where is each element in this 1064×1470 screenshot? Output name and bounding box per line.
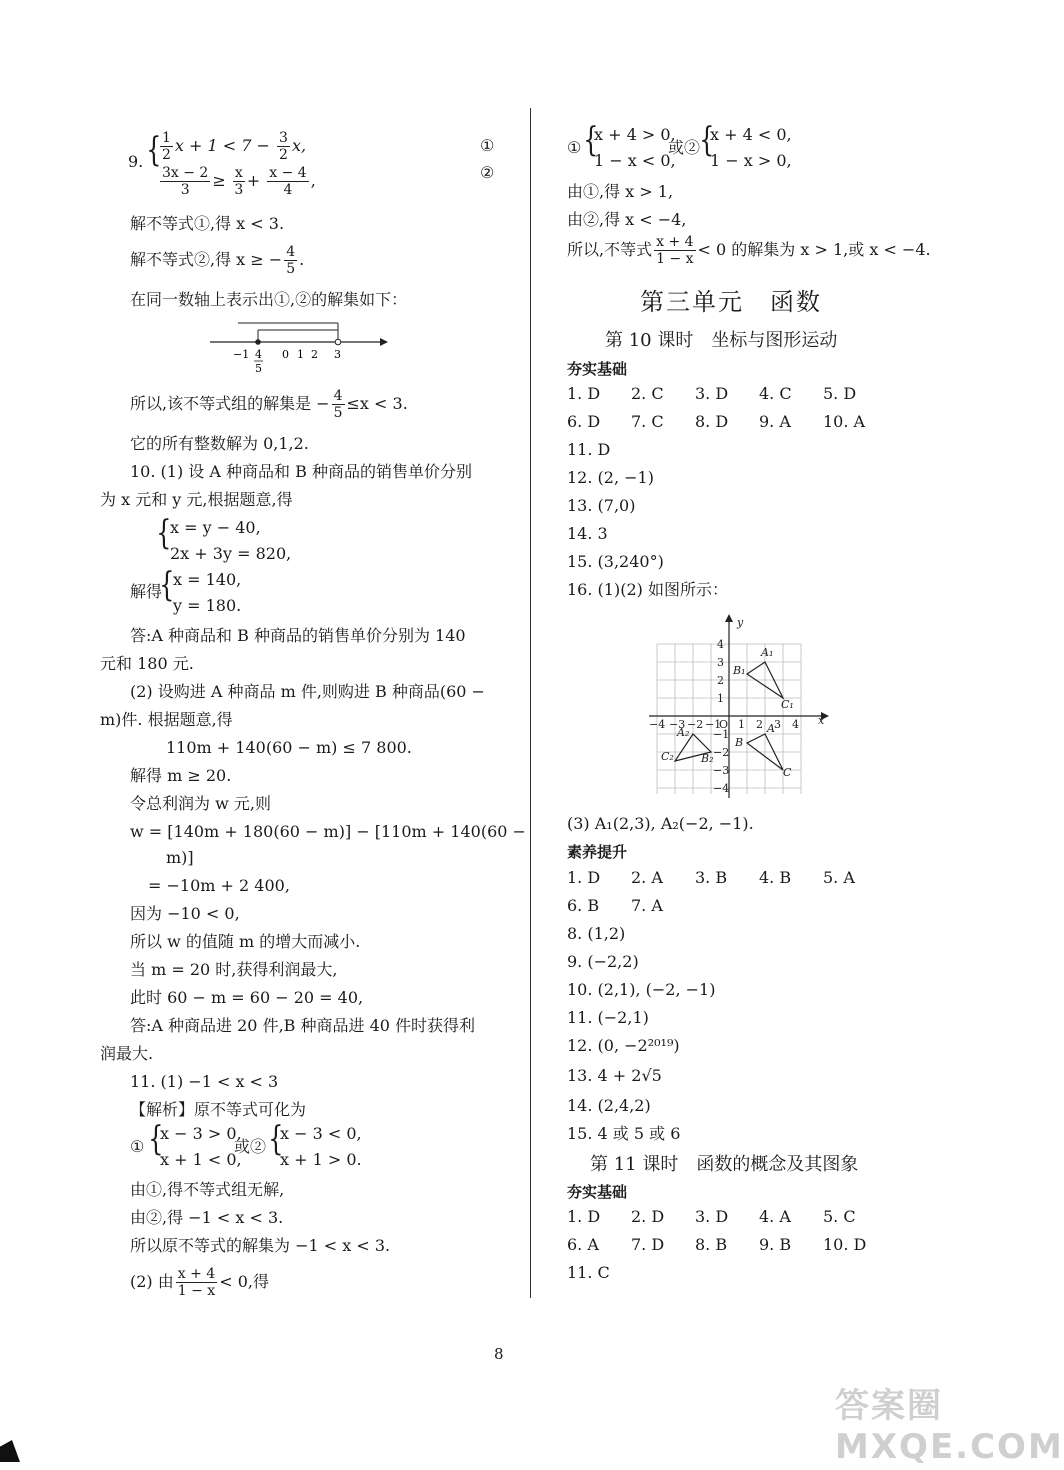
- q10-answer2a: 答:A 种商品进 20 件,B 种商品进 40 件时获得利: [130, 1016, 476, 1035]
- r-text2: 由②,得 x < −4,: [567, 210, 687, 229]
- basic2-row-1: 1. D 2. D 3. D 4. A 5. C: [567, 1207, 856, 1226]
- improve-answer-8: 8. (1,2): [567, 924, 626, 943]
- point-a-label: A: [767, 722, 775, 735]
- q11-case1b: x + 1 < 0,: [160, 1150, 242, 1169]
- r-text1: 由①,得 x > 1,: [567, 182, 674, 201]
- graph-x-tick-3: 3: [774, 718, 781, 731]
- graph-x-tick-m2: −2: [687, 718, 704, 731]
- q10-w8: 此时 60 − m = 60 − 20 = 40,: [130, 988, 364, 1007]
- section-improve-heading: 素养提升: [567, 843, 628, 861]
- r-brace2: {: [699, 120, 715, 160]
- graph-y-tick-4: 4: [717, 638, 724, 651]
- column-divider: [530, 108, 531, 1298]
- graph-x-tick-2: 2: [756, 718, 763, 731]
- q11-text5: 所以原不等式的解集为 −1 < x < 3.: [130, 1236, 391, 1255]
- q10-part2a: (2) 设购进 A 种商品 m 件,则购进 B 种商品(60 −: [130, 682, 485, 701]
- q10-w3: m)]: [166, 848, 194, 867]
- q9-step3: 在同一数轴上表示出①,②的解集如下：: [130, 290, 408, 309]
- basic-row-2: 6. D 7. C 8. D 9. A 10. A: [567, 412, 866, 431]
- q11-text6: (2) 由 $\frac{x + 4}{1 - x}$ < 0,得: [130, 1266, 269, 1299]
- q16-part3: (3) A₁(2,3), A₂(−2, −1).: [567, 814, 754, 833]
- graph-y-label: y: [737, 616, 744, 629]
- axis-tick-0: 0: [282, 348, 289, 361]
- point-a1-label: A₁: [761, 646, 774, 659]
- q9-step2: 解不等式②,得 x ≥ − $\frac{4}{5}$ .: [130, 244, 305, 277]
- q10-text2: 为 x 元和 y 元,根据题意,得: [100, 490, 293, 509]
- graph-y-tick-m3: −3: [713, 764, 730, 777]
- q10-answer1b: 元和 180 元.: [100, 654, 194, 673]
- q10-answer1a: 答:A 种商品和 B 种商品的销售单价分别为 140: [130, 626, 466, 645]
- axis-tick-2: 2: [311, 348, 318, 361]
- q10-brace1: {: [156, 513, 172, 553]
- q11-brace2: {: [268, 1119, 284, 1159]
- q11-case1-label: ①: [130, 1137, 145, 1156]
- basic2-row-2: 6. A 7. D 8. B 9. B 10. D: [567, 1235, 867, 1254]
- basic-answer-12: 12. (2, −1): [567, 468, 654, 487]
- improve-answer-11: 11. (−2,1): [567, 1008, 649, 1027]
- point-c2-label: C₂: [661, 750, 674, 763]
- q10-part2b: m)件. 根据题意,得: [100, 710, 233, 729]
- improve-answer-14: 14. (2,4,2): [567, 1096, 651, 1115]
- point-c1-label: C₁: [781, 698, 794, 711]
- q9-eq2: $\frac{3x - 2}{3}$ ≥ $\frac{x}{3}$ + $\frac{x - 4}{4}$ ,: [162, 165, 316, 198]
- q10-w5: 因为 −10 < 0,: [130, 904, 240, 923]
- improve-answer-15: 15. 4 或 5 或 6: [567, 1124, 681, 1143]
- lesson-10-title: 第 10 课时 坐标与图形运动: [605, 330, 838, 351]
- page-number: 8: [494, 1345, 504, 1363]
- improve-row-2: 6. B 7. A: [567, 896, 663, 915]
- unit-title: 第三单元 函数: [640, 288, 822, 316]
- q9-eq1: $\frac{1}{2}$ x + 1 < 7 − $\frac{3}{2}$ x,: [162, 130, 307, 163]
- q11-text2: 【解析】原不等式可化为: [130, 1100, 307, 1119]
- graph-x-tick-4: 4: [792, 718, 799, 731]
- point-a2-label: A₂: [677, 726, 690, 739]
- graph-x-tick-m3: −3: [669, 718, 686, 731]
- improve-answer-9: 9. (−2,2): [567, 952, 639, 971]
- graph-y-tick-2: 2: [717, 674, 724, 687]
- basic2-answer-11: 11. C: [567, 1263, 610, 1282]
- graph-origin: O: [719, 718, 729, 731]
- graph-x-label: x: [818, 714, 825, 727]
- graph-x-tick-1: 1: [738, 718, 745, 731]
- q11-case2b: x + 1 > 0.: [280, 1150, 362, 1169]
- axis-tick-3: 3: [334, 348, 341, 361]
- q10-sys2b: y = 180.: [173, 596, 242, 615]
- graph-y-tick-m4: −4: [713, 782, 730, 795]
- section-basic-heading: 夯实基础: [567, 360, 628, 378]
- q10-w4: = −10m + 2 400,: [148, 876, 290, 895]
- r-brace1: {: [583, 120, 599, 160]
- improve-answer-12: 12. (0, −2²⁰¹⁹): [567, 1036, 680, 1055]
- q9-mark2: ②: [480, 163, 495, 182]
- q10-brace2: {: [159, 565, 175, 605]
- q11-brace1: {: [148, 1119, 164, 1159]
- r-or: 或②: [668, 138, 701, 157]
- q9-mark1: ①: [480, 136, 495, 155]
- q10-w2: w = [140m + 180(60 − m)] − [110m + 140(60 −: [130, 822, 526, 841]
- q9-step4: 所以,该不等式组的解集是 − $\frac{4}{5}$ ≤x < 3.: [130, 388, 408, 421]
- improve-answer-10: 10. (2,1), (−2, −1): [567, 980, 716, 999]
- lesson-11-title: 第 11 课时 函数的概念及其图象: [590, 1154, 859, 1175]
- point-b1-label: B₁: [733, 664, 746, 677]
- q10-w7: 当 m = 20 时,获得利润最大,: [130, 960, 338, 979]
- graph-y-tick-1: 1: [717, 692, 724, 705]
- point-b-label: B: [735, 736, 744, 749]
- q10-solve-label: 解得: [130, 582, 163, 601]
- q11-case2a: x − 3 < 0,: [280, 1124, 362, 1143]
- r-case1-label: ①: [567, 138, 582, 157]
- point-c-label: C: [783, 766, 792, 779]
- q9-label: 9.: [128, 152, 144, 171]
- q10-w6: 所以 w 的值随 m 的增大而减小.: [130, 932, 361, 951]
- r-text3: 所以,不等式 $\frac{x + 4}{1 - x}$ < 0 的解集为 x > 1,或 x < −4.: [567, 234, 931, 267]
- graph-y-tick-m1: −1: [713, 728, 730, 741]
- q11-text3: 由①,得不等式组无解,: [130, 1180, 285, 1199]
- q9-step5: 它的所有整数解为 0,1,2.: [130, 434, 309, 453]
- q11-case1a: x − 3 > 0,: [160, 1124, 242, 1143]
- improve-row-1: 1. D 2. A 3. B 4. B 5. A: [567, 868, 855, 887]
- axis-tick-m1: −1: [233, 348, 250, 361]
- basic-answer-13: 13. (7,0): [567, 496, 636, 515]
- section-basic2-heading: 夯实基础: [567, 1183, 628, 1201]
- number-line: [205, 318, 390, 376]
- q11-or: 或②: [234, 1137, 267, 1156]
- basic-answer-14: 14. 3: [567, 524, 608, 543]
- q10-solution: 解得 m ≥ 20.: [130, 766, 232, 785]
- graph-y-tick-m2: −2: [713, 746, 730, 759]
- improve-answer-13: 13. 4 + 2√5: [567, 1066, 662, 1085]
- r-case1a: x + 4 > 0,: [594, 125, 676, 144]
- point-b2-label: B₂: [701, 752, 714, 765]
- basic-answer-15: 15. (3,240°): [567, 552, 664, 571]
- axis-tick-frac-n: 4: [255, 348, 262, 361]
- basic-row-1: 1. D 2. C 3. D 4. C 5. D: [567, 384, 857, 403]
- axis-tick-frac-d: 5: [255, 362, 262, 375]
- r-case2b: 1 − x > 0,: [710, 151, 792, 170]
- q10-text1: 10. (1) 设 A 种商品和 B 种商品的销售单价分别: [130, 462, 472, 481]
- coordinate-graph: [645, 612, 835, 802]
- basic-answer-11: 11. D: [567, 440, 611, 459]
- r-case2a: x + 4 < 0,: [710, 125, 792, 144]
- graph-x-tick-m1: −1: [705, 718, 722, 731]
- r-case1b: 1 − x < 0,: [594, 151, 676, 170]
- q10-sys2a: x = 140,: [173, 570, 242, 589]
- corner-mark: [0, 1440, 20, 1462]
- q11-text4: 由②,得 −1 < x < 3.: [130, 1208, 284, 1227]
- graph-y-tick-3: 3: [717, 656, 724, 669]
- q11-text1: 11. (1) −1 < x < 3: [130, 1072, 279, 1091]
- q10-answer2b: 润最大.: [100, 1044, 154, 1063]
- basic-answer-16: 16. (1)(2) 如图所示：: [567, 580, 728, 599]
- q9-brace: {: [146, 130, 162, 170]
- q10-w1: 令总利润为 w 元,则: [130, 794, 271, 813]
- q10-inequality: 110m + 140(60 − m) ≤ 7 800.: [166, 738, 412, 757]
- q9-step1: 解不等式①,得 x < 3.: [130, 214, 285, 233]
- graph-x-tick-m4: −4: [649, 718, 666, 731]
- axis-tick-1: 1: [297, 348, 304, 361]
- q10-sys1b: 2x + 3y = 820,: [170, 544, 292, 563]
- watermark-logo: 答案圈 MXQE.COM: [835, 1386, 1064, 1467]
- q10-sys1a: x = y − 40,: [170, 518, 261, 537]
